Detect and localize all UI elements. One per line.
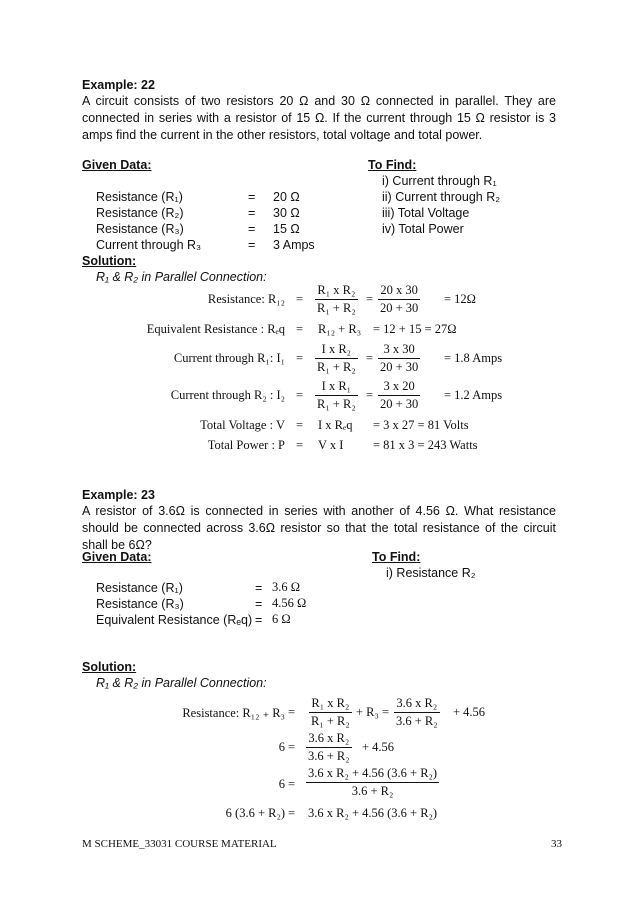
to-find-heading: To Find: — [372, 550, 421, 564]
step-expression: I x Rₑq — [318, 418, 353, 432]
fraction — [315, 379, 358, 412]
given-label: Resistance (R₁) — [96, 190, 183, 204]
step-plus-r3: + R₃ = — [356, 705, 390, 719]
given-data-heading-text: Given Data — [82, 550, 148, 564]
fraction — [378, 283, 420, 316]
step-label: 6 (3.6 + R₂) — [225, 806, 285, 820]
step-label: Equivalent Resistance : Rₑq — [146, 322, 285, 336]
given-eq: = — [248, 206, 256, 220]
fraction — [306, 731, 352, 764]
find-item: ii) Current through R₂ — [382, 190, 501, 204]
fraction-denominator: R₁ + R₂ — [317, 301, 356, 315]
step-tail: + 4.56 — [453, 705, 486, 719]
step-label: Current through R₂ : I₂ — [170, 388, 285, 402]
fraction-numerator: 3.6 x R₂ — [394, 696, 440, 713]
fraction-denominator: R₁ + R₂ — [317, 360, 356, 374]
find-item: i) Current through R₁ — [382, 174, 497, 188]
solution-heading: Solution: — [82, 254, 137, 268]
footer-course-name: M SCHEME_33031 COURSE MATERIAL — [82, 838, 277, 850]
fraction — [306, 766, 439, 799]
given-eq: = — [248, 190, 256, 204]
given-value: 30 Ω — [273, 206, 300, 220]
step-label: 6 — [278, 740, 285, 754]
fraction-denominator: R₁ + R₂ — [311, 714, 350, 728]
given-eq: = — [255, 597, 263, 611]
given-label: Resistance (R₃) — [96, 222, 184, 236]
step-eq: = — [296, 438, 304, 452]
solution-heading-text: Solution — [82, 254, 132, 268]
step-eq: = — [366, 388, 374, 402]
step-eq: = — [288, 740, 296, 754]
step-result: = 12Ω — [444, 292, 476, 306]
fraction-numerator: I x R₂ — [315, 342, 358, 359]
given-eq: = — [248, 238, 256, 252]
step-eq: = — [296, 418, 304, 432]
fraction-numerator: 20 x 30 — [378, 283, 420, 300]
fraction-denominator: 20 + 30 — [380, 397, 419, 411]
fraction-numerator: I x R₁ — [315, 379, 358, 396]
step-tail: + 4.56 — [362, 740, 395, 754]
step-result: = 12 + 15 = 27Ω — [373, 322, 457, 336]
fraction-numerator: 3 x 30 — [378, 342, 420, 359]
step-eq: = — [296, 322, 304, 336]
step-expression: V x I — [318, 438, 344, 452]
given-data-heading: Given Data: — [82, 550, 152, 564]
fraction-denominator: 3.6 + R₂ — [351, 784, 394, 798]
step-result: = 1.2 Amps — [444, 388, 503, 402]
fraction-denominator: 3.6 + R₂ — [308, 749, 350, 763]
to-find-heading-text: To Find — [368, 158, 413, 172]
given-value: 4.56 Ω — [272, 596, 307, 610]
to-find-heading: To Find: — [368, 158, 417, 172]
step-label: Total Power : P — [207, 438, 285, 452]
fraction-numerator: R₁ x R₂ — [309, 696, 352, 713]
step-eq: = — [288, 777, 296, 791]
step-eq: = — [296, 388, 304, 402]
example-23-title: Example: 23 — [82, 488, 155, 502]
fraction-denominator: 20 + 30 — [380, 301, 419, 315]
given-data-heading: Given Data: — [82, 158, 152, 172]
step-eq: = — [366, 351, 374, 365]
fraction-numerator: 3 x 20 — [378, 379, 420, 396]
step-label: Current through R₁: I₁ — [173, 351, 285, 365]
find-item: iii) Total Voltage — [382, 206, 470, 220]
find-item: iv) Total Power — [382, 222, 464, 236]
fraction — [309, 696, 352, 729]
step-label: Resistance: R₁₂ ₊ R₃ — [182, 706, 285, 720]
fraction — [378, 342, 420, 375]
parallel-subheading: R₁ & R₂ in Parallel Connection: — [96, 270, 267, 284]
step-result: = 1.8 Amps — [444, 351, 503, 365]
step-eq: = — [288, 705, 296, 719]
fraction — [315, 283, 358, 316]
fraction-numerator: 3.6 x R₂ + 4.56 (3.6 + R₂) — [306, 766, 439, 783]
given-label: Equivalent Resistance (Rₑq) — [96, 613, 253, 627]
fraction — [378, 379, 420, 412]
step-expression: 3.6 x R₂ + 4.56 (3.6 + R₂) — [308, 806, 438, 820]
step-label: 6 — [278, 777, 285, 791]
fraction-denominator: R₁ + R₂ — [317, 397, 356, 411]
find-item: i) Resistance R₂ — [386, 566, 476, 580]
fraction-denominator: 20 + 30 — [380, 360, 419, 374]
solution-heading: Solution: — [82, 660, 137, 674]
example-22-problem: A circuit consists of two resistors 20 Ω and 30 Ω connected in parallel. They are connected in series with a resistor of 15 Ω. If the current through 15 Ω resistor is 3 amps find the current in the other resistors, total voltage and total power. — [82, 94, 556, 142]
step-eq: = — [366, 292, 374, 306]
fraction-numerator: R₁ x R₂ — [315, 283, 358, 300]
given-eq: = — [248, 222, 256, 236]
step-result: = 81 x 3 = 243 Watts — [373, 438, 478, 452]
given-eq: = — [255, 613, 263, 627]
given-label: Resistance (R₁) — [96, 581, 183, 595]
solution-heading-text: Solution — [82, 660, 132, 674]
fraction — [394, 696, 440, 729]
given-value: 15 Ω — [273, 222, 300, 236]
step-eq: = — [288, 806, 296, 820]
given-label: Resistance (R₃) — [96, 597, 184, 611]
given-value: 3.6 Ω — [272, 580, 301, 594]
example-23-problem: A resistor of 3.6Ω is connected in series with another of 4.56 Ω. What resistance should be connected across 3.6Ω resistor so that the total resistance of the circuit shall be 6Ω? — [82, 504, 556, 552]
step-eq: = — [296, 292, 304, 306]
example-22-title: Example: 22 — [82, 78, 155, 92]
given-value: 3 Amps — [273, 238, 315, 252]
step-result: = 3 x 27 = 81 Volts — [373, 418, 469, 432]
step-label: Total Voltage : V — [200, 418, 285, 432]
to-find-heading-text: To Find — [372, 550, 417, 564]
fraction — [315, 342, 358, 375]
given-label: Current through R₃ — [96, 238, 202, 252]
fraction-denominator: 3.6 + R₂ — [396, 714, 438, 728]
step-expression: R₁₂ + R₃ — [318, 322, 362, 336]
step-eq: = — [296, 351, 304, 365]
given-eq: = — [255, 581, 263, 595]
fraction-numerator: 3.6 x R₂ — [306, 731, 352, 748]
step-label: Resistance: R₁₂ — [207, 292, 285, 306]
given-data-heading-text: Given Data — [82, 158, 148, 172]
given-label: Resistance (R₂) — [96, 206, 184, 220]
page-number: 33 — [551, 838, 562, 850]
parallel-subheading: R₁ & R₂ in Parallel Connection: — [96, 676, 267, 690]
given-value: 20 Ω — [273, 190, 300, 204]
given-value: 6 Ω — [272, 612, 291, 626]
